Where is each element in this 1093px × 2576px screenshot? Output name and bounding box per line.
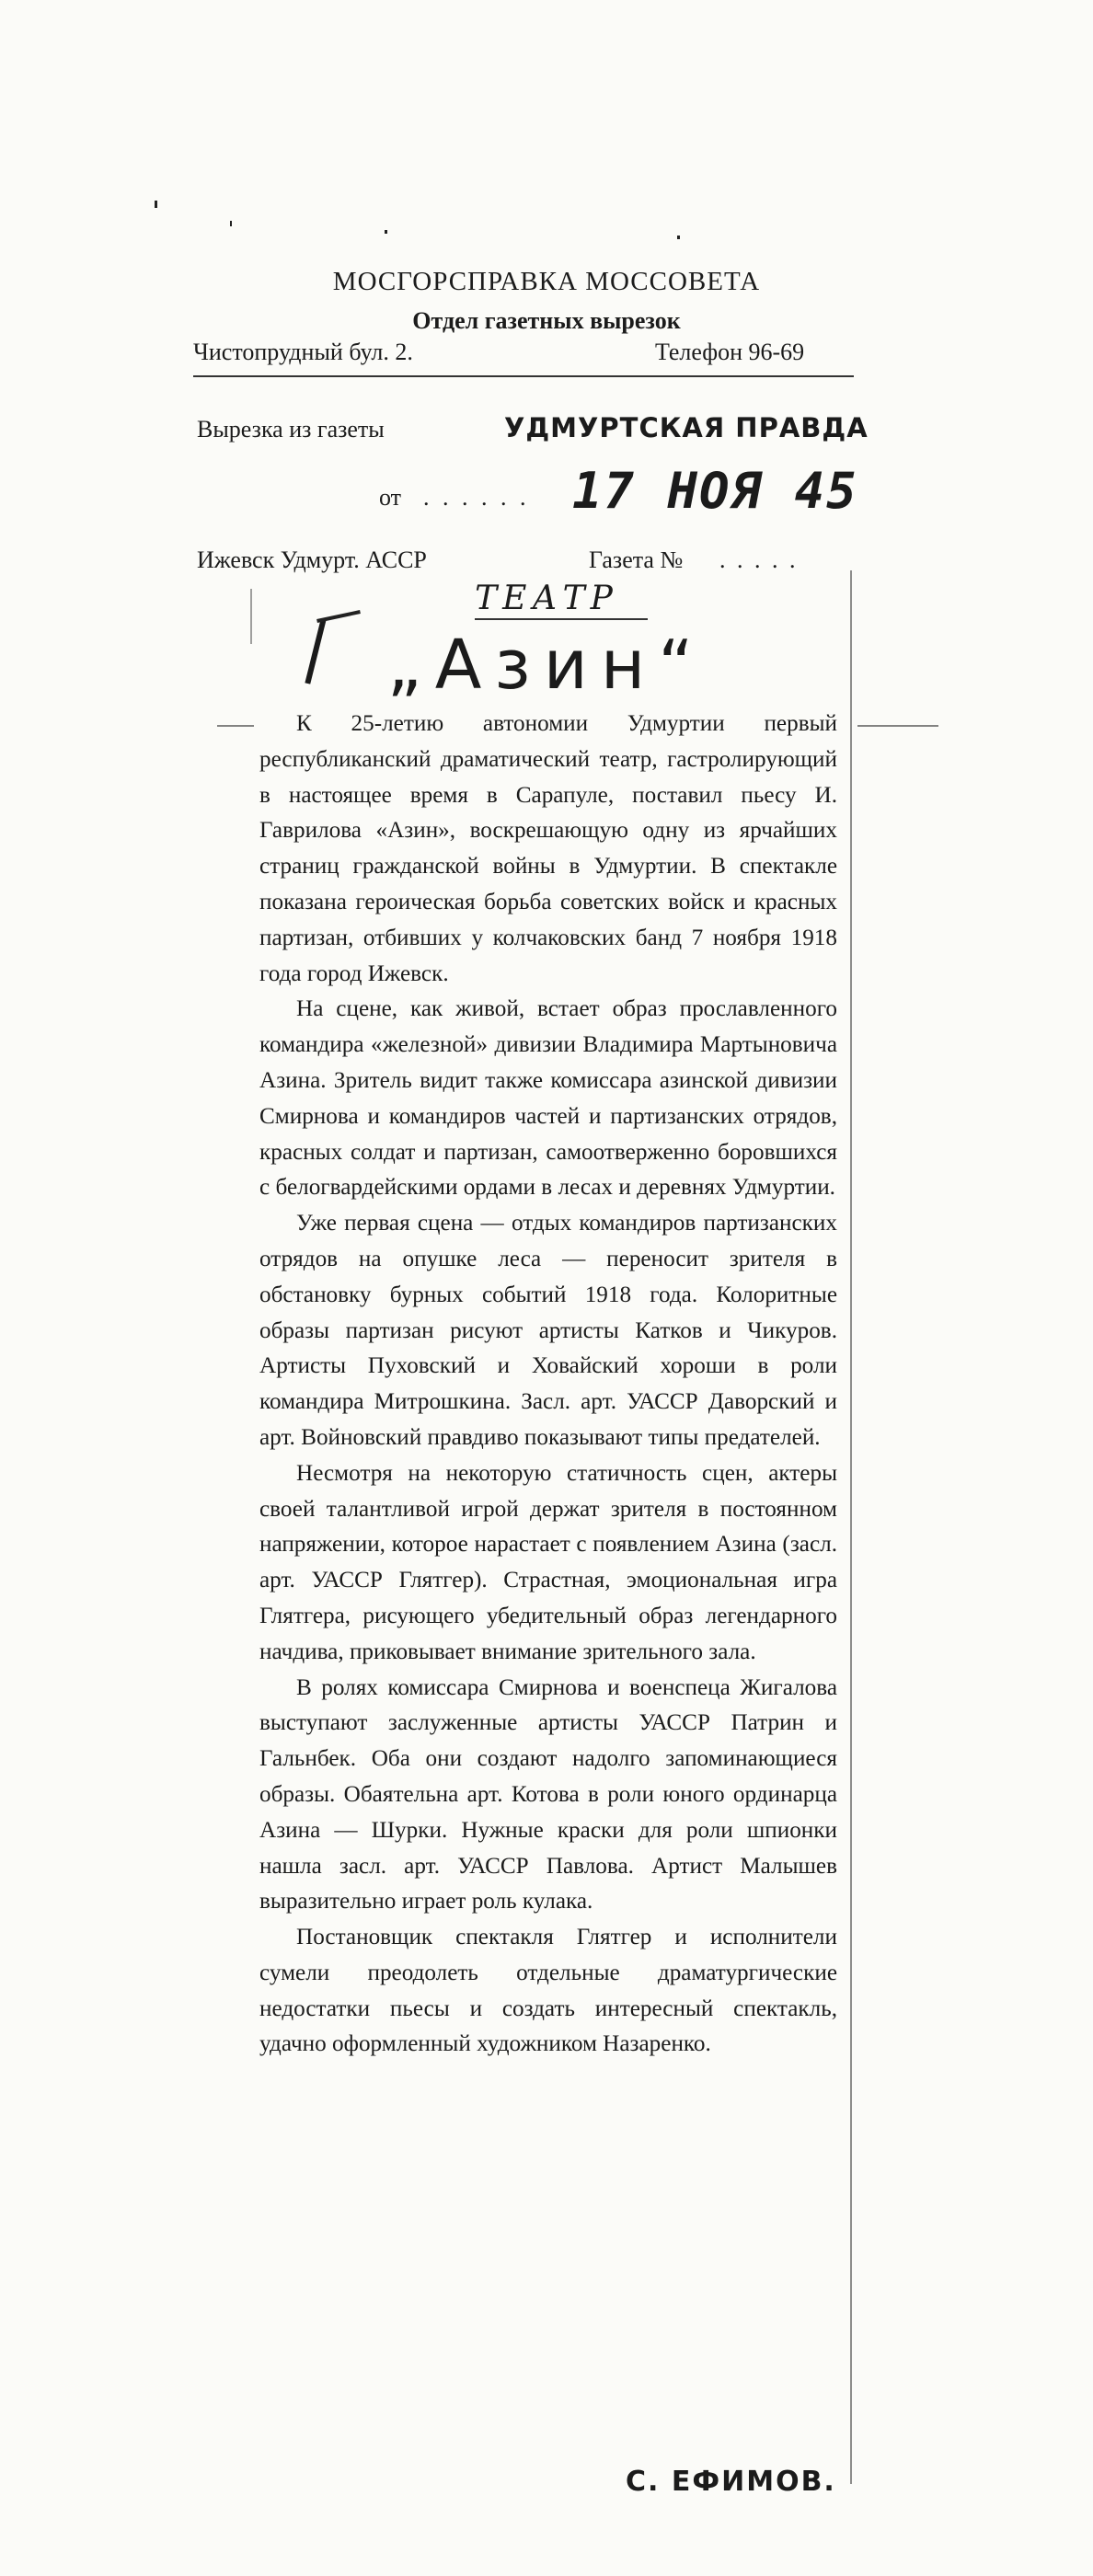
dust-speck — [230, 221, 232, 226]
left-cut-edge — [250, 589, 252, 644]
dust-speck — [385, 230, 387, 234]
phone: Телефон 96-69 — [655, 339, 805, 365]
source-label: Вырезка из газеты — [197, 416, 385, 443]
address: Чистопрудный бул. 2. — [193, 339, 413, 365]
article-signature: С. ЕФИМОВ. — [626, 2466, 836, 2498]
article-paragraph-4: Несмотря на некоторую статичность сцен, актеры своей талантливой игрой держат зрителя в постоянном напряжении, которое нарастает с появлением Азина (засл. арт. УАССР Глятгер). Страстная, эмоциональная игра Глятгера, рисующего убедительный образ легендарного начдива, приковывает внимание зрительного зала. — [259, 1460, 837, 1664]
left-tick — [217, 725, 254, 727]
article-body — [259, 707, 837, 2063]
city: Ижевск Удмурт. АССР — [197, 546, 427, 573]
article-title: „Азин“ — [386, 626, 707, 705]
department-subtitle: Отдел газетных вырезок — [412, 307, 681, 334]
article-paragraph-2: На сцене, как живой, встает образ прославленного командира «железной» дивизии Владимира Мартыновича Азина. Зритель видит также комиссара азинской дивизии Смирнова и командиров частей и партизанских отрядов, красных солдат и партизан, самоотверженно боровшихся с белогвардейскими ордами в лесах и деревнях Удмуртии. — [259, 996, 837, 1201]
org-title: МОСГОРСПРАВКА МОССОВЕТА — [332, 267, 761, 296]
right-cut-edge — [850, 570, 852, 2484]
header-rule — [193, 375, 854, 377]
issue-dots: . . . . . — [719, 546, 799, 573]
date-dots: . . . . . . — [423, 484, 530, 511]
article-rubric: ТЕАТР — [475, 580, 618, 617]
date-stamp: 17 НОЯ 45 — [572, 462, 858, 520]
newspaper-name: УДМУРТСКАЯ ПРАВДА — [504, 412, 869, 443]
dust-speck — [677, 236, 680, 239]
dust-speck — [155, 201, 157, 208]
article-paragraph-6: Постановщик спектакля Глятгер и исполнители сумели преодолеть отдельные драматургические недостатки пьесы и создать интересный спектакль, удачно оформленный художником Назаренко. — [259, 1925, 837, 2057]
rubric-underline — [475, 618, 648, 620]
article-paragraph-3: Уже первая сцена — отдых командиров партизанских отрядов на опушке леса — переносит зрителя в обстановку бурных событий 1918 года. Колоритные образы партизан рисуют артисты Катков и Чикуров. Артисты Пуховский и Ховайский хороши в роли командира Митрошкина. Засл. арт. УАССР Даворский и арт. Войновский правдиво показывают типы предателей. — [259, 1211, 837, 1450]
article-paragraph-1: К 25-летию автономии Удмуртии первый республиканский драматический театр, гастролирующий в настоящее время в Сарапуле, поставил пьесу И. Гаврилова «Азин», воскрешающую одну из ярчайших страниц гражданской войны в Удмуртии. В спектакле показана героическая борьба советских войск и красных партизан, отбивших у колчаковских банд 7 ноября 1918 года город Ижевск. — [259, 711, 837, 986]
date-label: от — [379, 484, 402, 511]
issue-label: Газета № — [589, 546, 684, 573]
article-paragraph-5: В ролях комиссара Смирнова и военспеца Жигалова выступают заслуженные артисты УАССР Патрин и Гальнбек. Оба они создают надолго запоминающиеся образы. Обаятельна арт. Котова в роли юного ординарца Азина — Шурки. Нужные краски для роли шпионки нашла засл. арт. УАССР Павлова. Артист Малышев выразительно играет роль кулака. — [259, 1674, 837, 1915]
right-tick — [857, 725, 938, 727]
